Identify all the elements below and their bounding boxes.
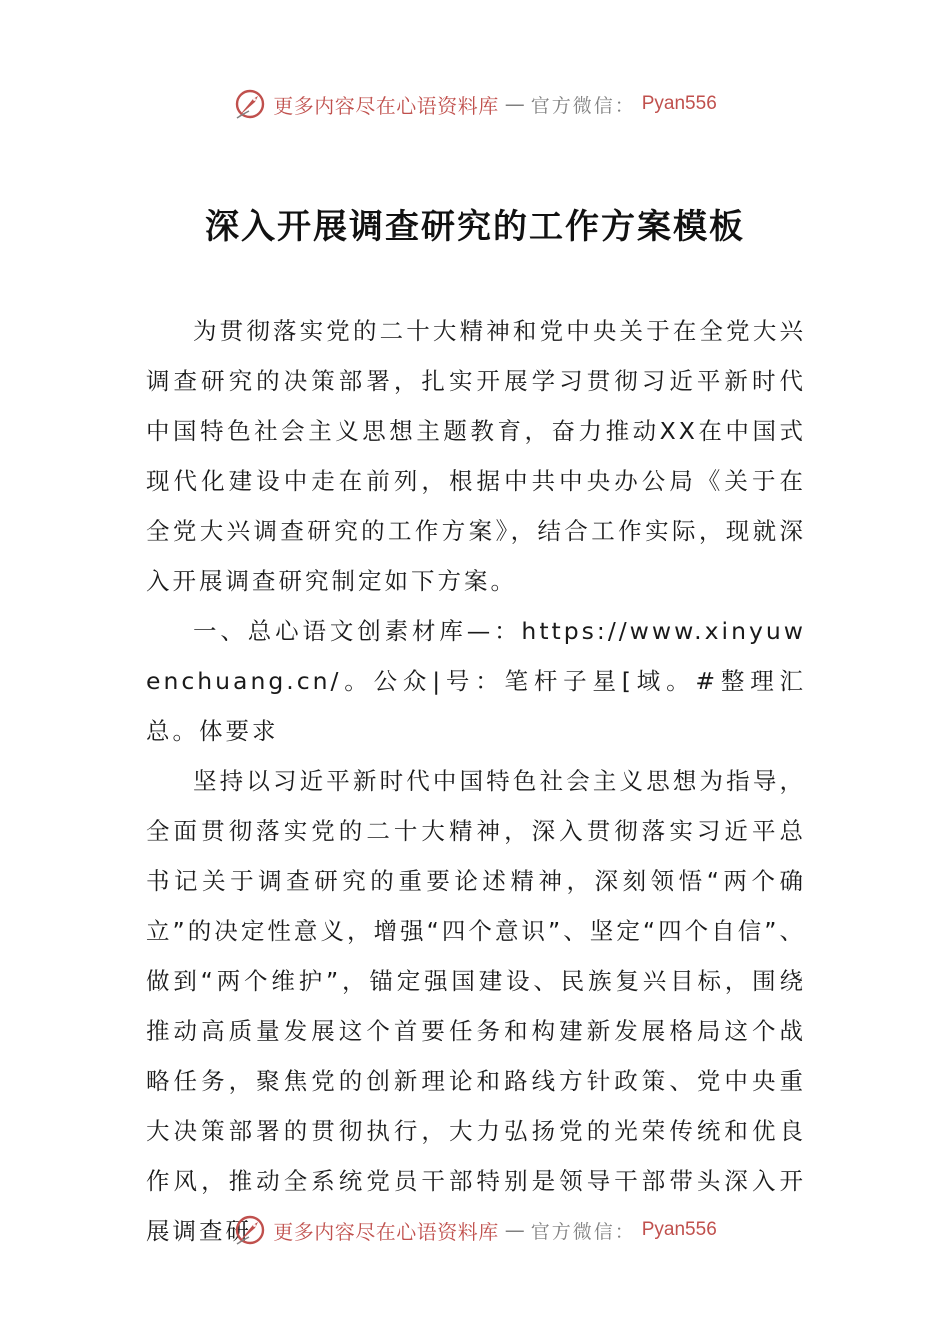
pen-nib-logo-icon [233, 87, 267, 121]
paragraph-intro: 为贯彻落实党的二十大精神和党中央关于在全党大兴调查研究的决策部署，扎实开展学习贯彻习近平新时代中国特色社会主义思想主题教育，奋力推动XX在中国式现代化建设中走在前列，根据中共中央办公局《关于在全党大兴调查研究的工作方案》，结合工作实际，现就深入开展调查研究制定如下方案。 [146, 317, 806, 595]
banner-brand-text: 更多内容尽在心语资料库 [273, 93, 499, 118]
banner-dash: — [504, 92, 525, 116]
banner-official-label: 官方微信： [530, 94, 636, 117]
document-body [146, 306, 806, 1256]
banner-dash: — [504, 1218, 525, 1242]
header-banner [0, 84, 950, 124]
document-title: 深入开展调查研究的工作方案模板 [205, 206, 745, 247]
footer-banner [0, 1210, 950, 1250]
banner-brand-text: 更多内容尽在心语资料库 [273, 1219, 499, 1244]
paragraph-guidance: 坚持以习近平新时代中国特色社会主义思想为指导，全面贯彻落实党的二十大精神，深入贯彻落实习近平总书记关于调查研究的重要论述精神，深刻领悟“两个确立”的决定性意义，增强“四个意识”、坚定“四个自信”、做到“两个维护”，锚定强国建设、民族复兴目标，围绕推动高质量发展这个首要任务和构建新发展格局这个战略任务，聚焦党的创新理论和路线方针政策、党中央重大决策部署的贯彻执行，大力弘扬党的光荣传统和优良作风，推动全系统党员干部特别是领导干部带头深入开展调查研 [146, 767, 806, 1245]
pen-nib-logo-icon [233, 1213, 267, 1247]
paragraph-section-heading: 一、总心语文创素材库—：https://www.xinyuwenchuang.cn/。公众|号：笔杆子星[域。#整理汇总。体要求 [146, 617, 806, 745]
banner-wechat-id: Pyan556 [641, 1219, 717, 1240]
banner-official-label: 官方微信： [530, 1220, 636, 1243]
banner-wechat-id: Pyan556 [641, 93, 717, 114]
